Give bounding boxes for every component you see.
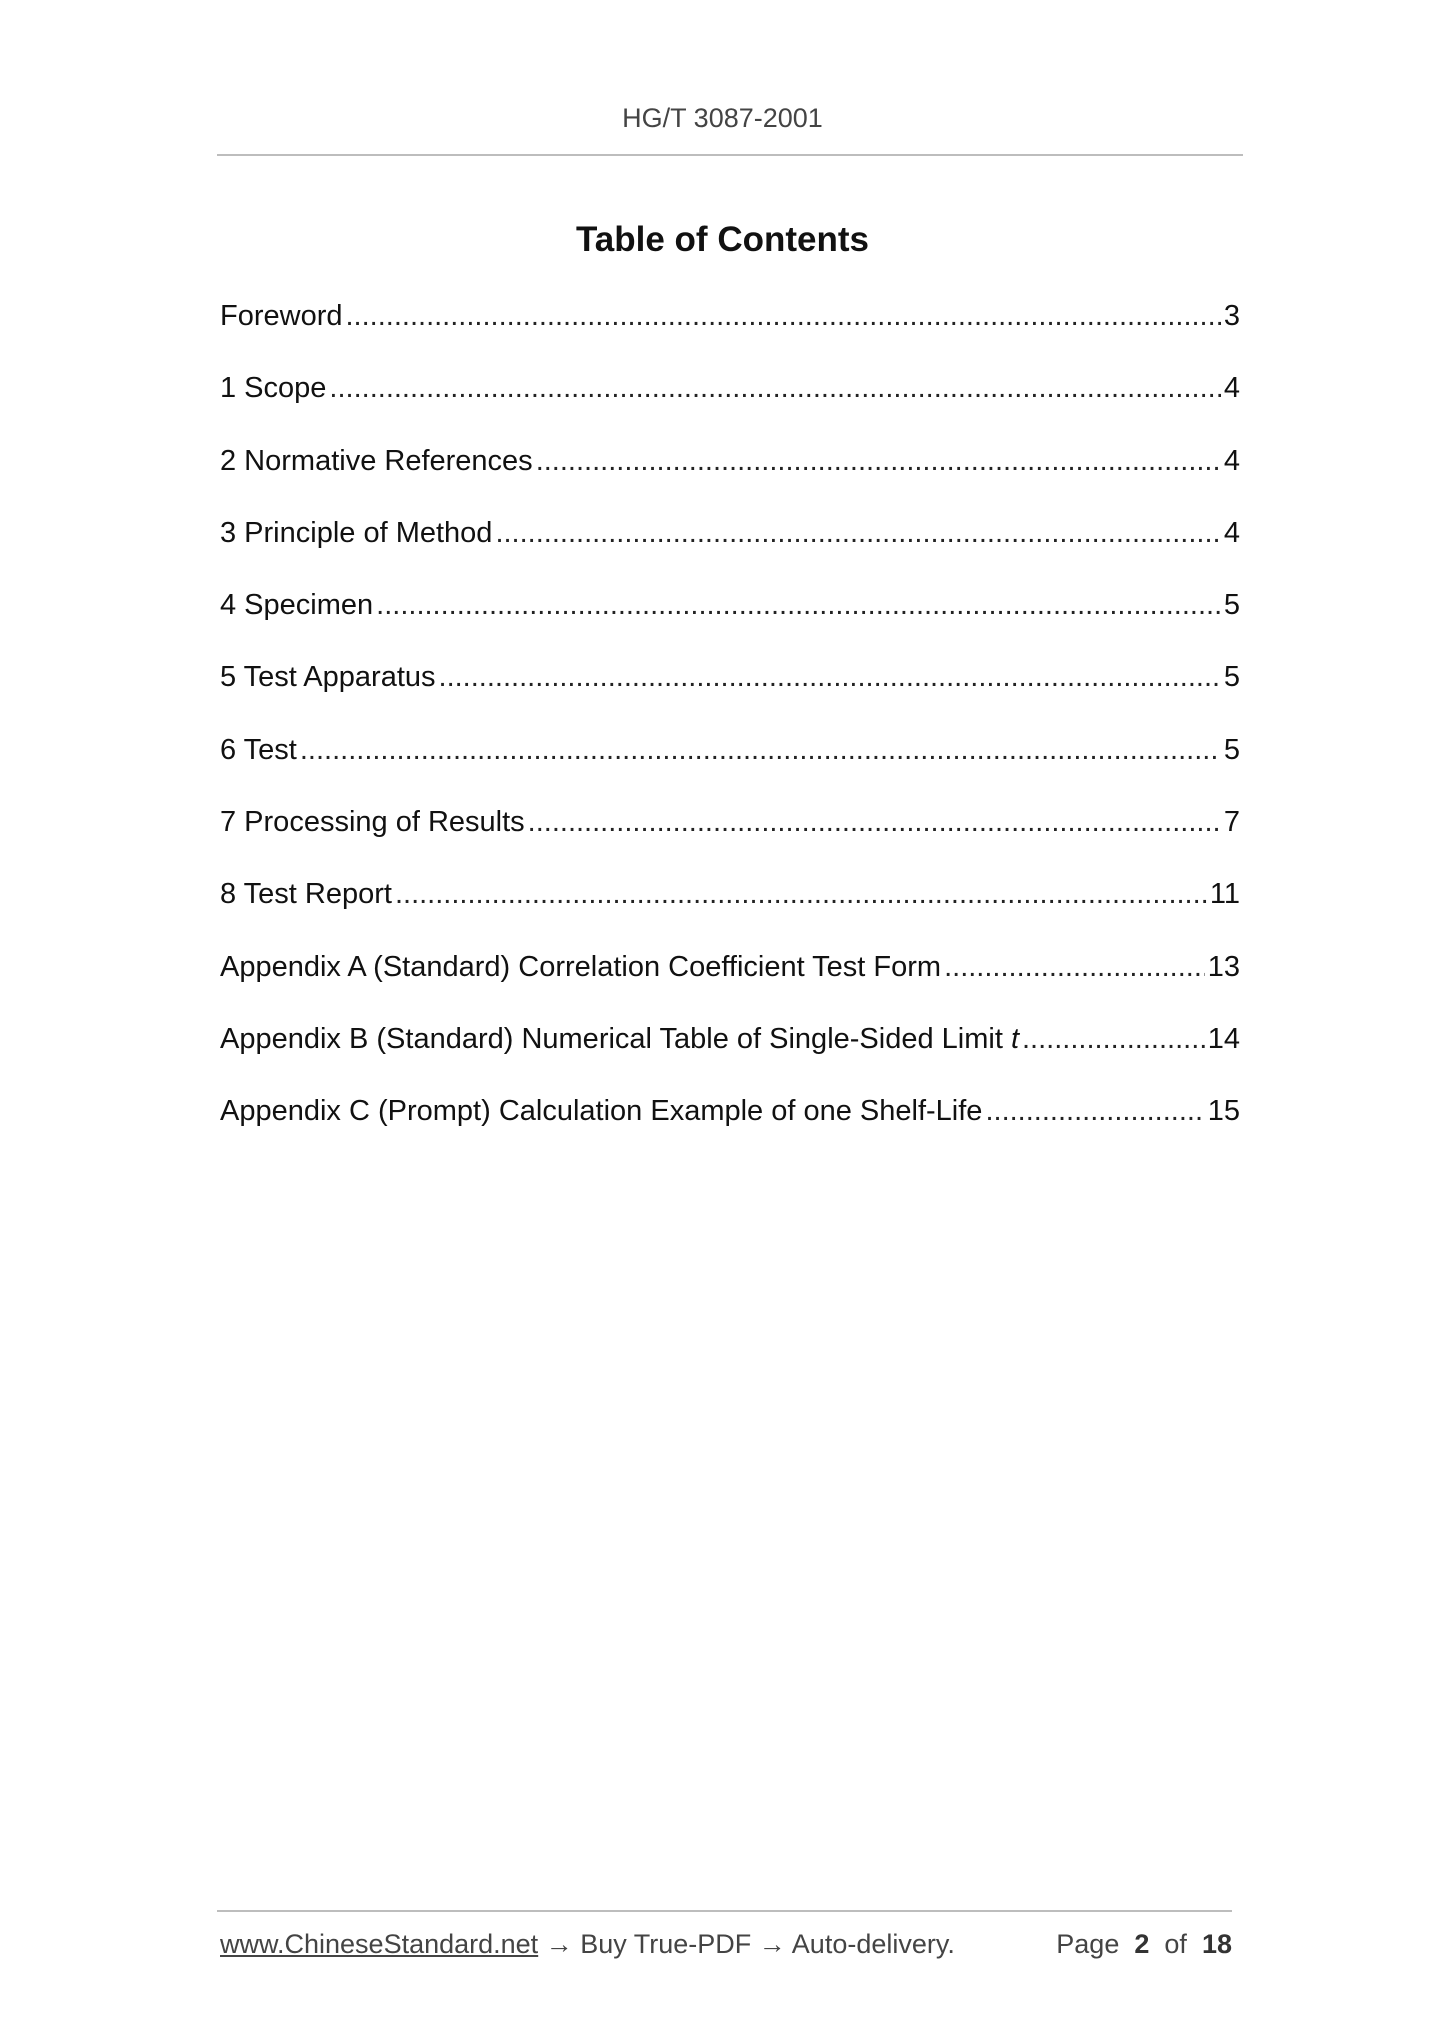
toc-entry-label: Foreword <box>220 300 343 332</box>
toc-entry-page: 4 <box>1223 444 1240 477</box>
arrow-right-icon: → <box>545 1929 573 1959</box>
toc-entry-page: 15 <box>1207 1095 1240 1128</box>
arrow-right-icon: → <box>758 1929 786 1959</box>
toc-entry-label-text: Appendix B (Standard) Numerical Table of Single-Sided Limit <box>220 1022 1011 1055</box>
dot-leader <box>495 517 1220 550</box>
toc-entry-label-italic: t <box>1010 1022 1019 1055</box>
toc-entry-label: Appendix A (Standard) Correlation Coefficient Test Form <box>220 950 942 983</box>
page-number: 2 <box>1134 1929 1150 1959</box>
footer-left <box>220 1929 955 1960</box>
table-of-contents <box>220 300 1240 1168</box>
of-word: of <box>1164 1929 1187 1959</box>
dot-leader <box>300 734 1221 767</box>
toc-entry-principle-of-method[interactable] <box>220 517 1240 589</box>
toc-entry-page: 7 <box>1223 806 1240 839</box>
dot-leader <box>329 372 1220 405</box>
header-divider <box>217 154 1243 156</box>
toc-entry-page: 11 <box>1209 878 1240 911</box>
toc-entry-foreword[interactable] <box>220 300 1240 372</box>
dot-leader <box>944 951 1205 984</box>
toc-entry-test-report[interactable] <box>220 878 1240 950</box>
dot-leader <box>395 878 1207 911</box>
document-id-header: HG/T 3087-2001 <box>622 103 823 133</box>
toc-entry-page: 14 <box>1207 1022 1240 1055</box>
dot-leader <box>376 589 1221 622</box>
toc-entry-specimen[interactable] <box>220 589 1240 661</box>
toc-entry-scope[interactable] <box>220 372 1240 444</box>
toc-entry-label <box>220 1023 1019 1056</box>
toc-entry-label: Appendix C (Prompt) Calculation Example of one Shelf-Life <box>220 1095 983 1128</box>
toc-entry-page: 13 <box>1207 950 1240 983</box>
dot-leader <box>528 806 1221 839</box>
toc-entry-label: 2 Normative References <box>220 444 533 477</box>
toc-entry-appendix-c[interactable] <box>220 1095 1240 1167</box>
toc-entry-page: 3 <box>1223 300 1240 332</box>
toc-entry-label: 4 Specimen <box>220 589 374 622</box>
page-indicator <box>1056 1929 1232 1960</box>
toc-entry-appendix-a[interactable] <box>220 951 1240 1023</box>
toc-entry-test[interactable] <box>220 734 1240 806</box>
toc-entry-page: 4 <box>1223 372 1240 405</box>
dot-leader <box>536 445 1221 478</box>
toc-entry-label: 6 Test <box>220 733 297 766</box>
toc-entry-page: 5 <box>1223 661 1240 694</box>
toc-entry-processing-of-results[interactable] <box>220 806 1240 878</box>
toc-entry-page: 5 <box>1223 589 1240 622</box>
page-total: 18 <box>1201 1929 1232 1959</box>
toc-entry-appendix-b[interactable] <box>220 1023 1240 1095</box>
toc-entry-label: 1 Scope <box>220 372 327 405</box>
buy-true-pdf-text: Buy True-PDF <box>580 1929 752 1959</box>
page-word: Page <box>1056 1929 1120 1959</box>
website-link[interactable]: www.ChineseStandard.net <box>220 1929 539 1959</box>
toc-entry-test-apparatus[interactable] <box>220 661 1240 733</box>
footer-divider <box>217 1910 1232 1912</box>
dot-leader <box>439 661 1221 694</box>
toc-entry-label: 7 Processing of Results <box>220 806 525 839</box>
toc-entry-label: 8 Test Report <box>220 878 392 911</box>
dot-leader <box>346 300 1221 333</box>
auto-delivery-text: Auto-delivery. <box>791 1929 955 1959</box>
toc-entry-label: 3 Principle of Method <box>220 516 493 549</box>
toc-entry-page: 5 <box>1223 733 1240 766</box>
toc-entry-normative-references[interactable] <box>220 445 1240 517</box>
page-title: Table of Contents <box>576 220 869 259</box>
toc-entry-label: 5 Test Apparatus <box>220 661 436 694</box>
dot-leader <box>985 1095 1204 1128</box>
dot-leader <box>1022 1023 1205 1056</box>
toc-entry-page: 4 <box>1223 516 1240 549</box>
footer <box>220 1929 1232 1960</box>
